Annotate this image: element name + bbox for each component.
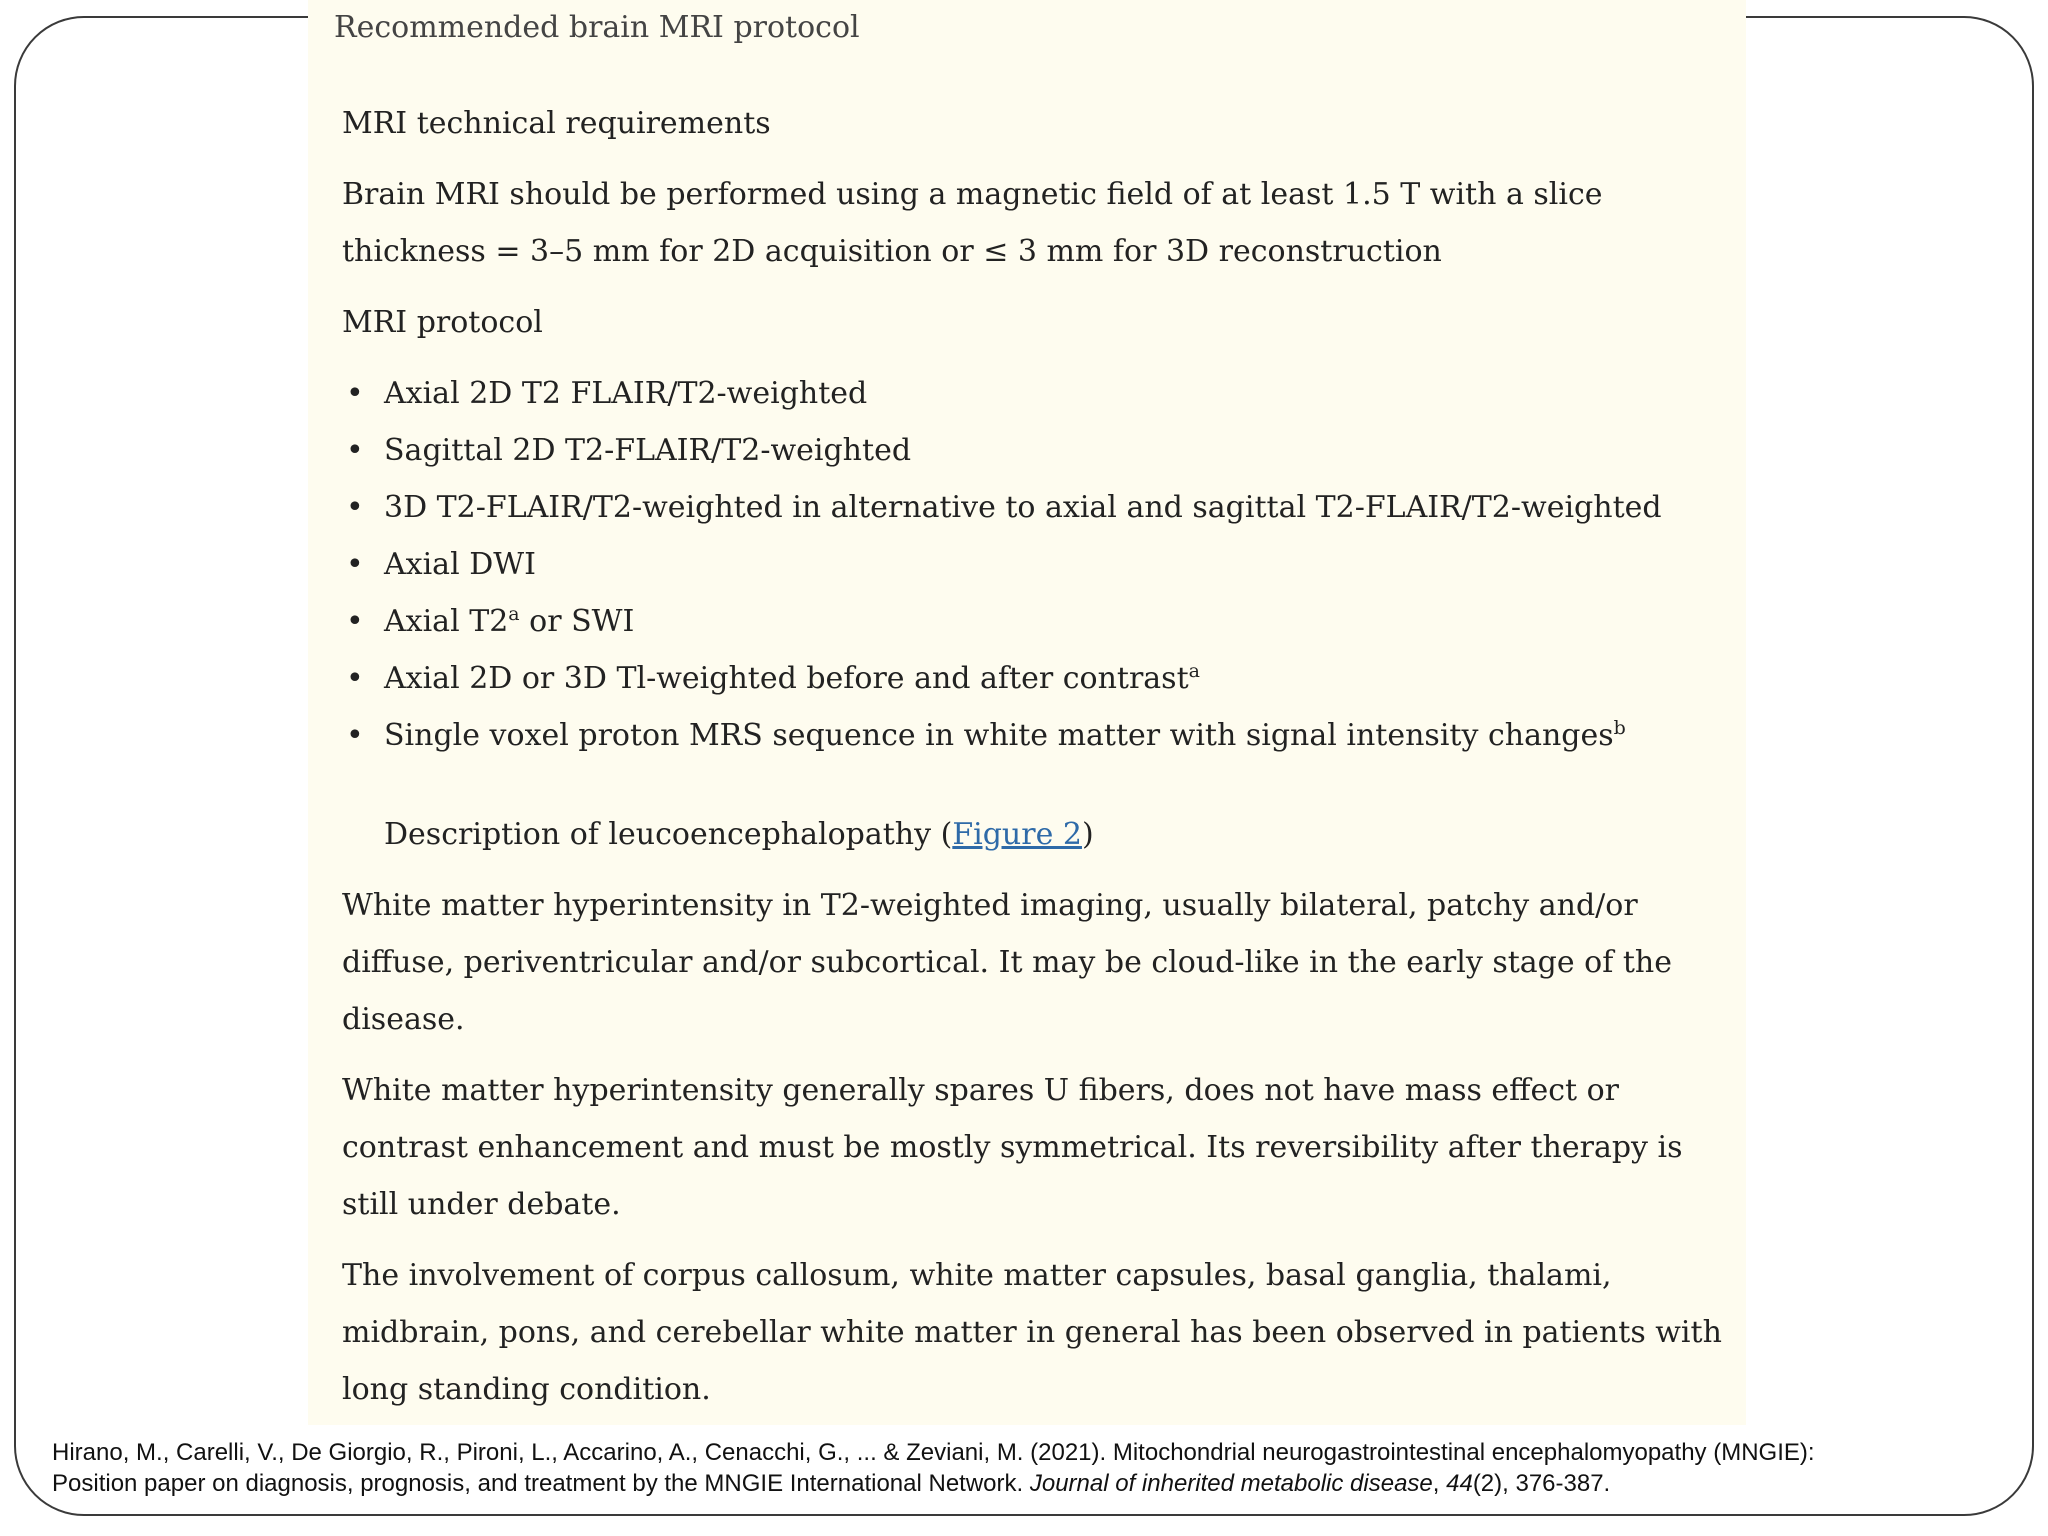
- figure-2-link[interactable]: Figure 2: [952, 817, 1082, 852]
- text-line: diffuse, periventricular and/or subcortical. It may be cloud-like in the early stage of the: [342, 945, 1673, 980]
- list-item-text: 3D T2-FLAIR/T2-weighted in alternative to axial and sagittal T2-FLAIR/T2-weighted: [384, 490, 1662, 525]
- list-item-text: Axial DWI: [384, 547, 536, 582]
- citation-text: Position paper on diagnosis, prognosis, and treatment by the MNGIE International Network.: [52, 1470, 1030, 1497]
- panel-content: [342, 95, 1722, 1432]
- text-line: Brain MRI should be performed using a magnetic field of at least 1.5 T with a slice: [342, 177, 1603, 212]
- leucoencephalopathy-heading: [384, 806, 1722, 863]
- list-item: [342, 707, 1722, 764]
- protocol-list: [342, 365, 1722, 764]
- citation-line: Hirano, M., Carelli, V., De Giorgio, R., Pironi, L., Accarino, A., Cenacchi, G., ... & Zeviani, M. (2021). Mitochondrial neurogastrointestinal encephalomyopathy (MNGIE):: [52, 1439, 1815, 1466]
- mri-protocol-heading: MRI protocol: [342, 305, 543, 340]
- text-line: White matter hyperintensity in T2-weighted imaging, usually bilateral, patchy and/or: [342, 888, 1638, 923]
- list-item: [342, 365, 1722, 422]
- technical-requirements-heading: MRI technical requirements: [342, 106, 771, 141]
- text-line: still under debate.: [342, 1187, 621, 1222]
- citation-line: [52, 1468, 2012, 1499]
- citation-text: ,: [1432, 1470, 1447, 1497]
- text-line: thickness = 3–5 mm for 2D acquisition or ≤ 3 mm for 3D reconstruction: [342, 234, 1442, 269]
- citation: [52, 1437, 2012, 1499]
- text-line: disease.: [342, 1002, 465, 1037]
- text-line: The involvement of corpus callosum, white matter capsules, basal ganglia, thalami,: [342, 1258, 1612, 1293]
- text-line: contrast enhancement and must be mostly symmetrical. Its reversibility after therapy is: [342, 1130, 1683, 1165]
- technical-requirements-text: [342, 166, 1722, 280]
- text-line: White matter hyperintensity generally spares U fibers, does not have mass effect or: [342, 1073, 1620, 1108]
- footnote-marker: a: [1188, 660, 1200, 682]
- citation-text: (2), 376-387.: [1472, 1470, 1611, 1497]
- heading-text: ): [1081, 817, 1094, 852]
- description-paragraph: [342, 1247, 1722, 1418]
- heading-text: Description of leucoencephalopathy (: [384, 817, 953, 852]
- list-item-text: or SWI: [519, 604, 635, 639]
- list-item-text: Axial T2: [384, 604, 509, 639]
- journal-name: Journal of inherited metabolic disease: [1029, 1470, 1433, 1497]
- list-item-text: Axial 2D or 3D Tl-weighted before and after contrast: [384, 661, 1189, 696]
- list-item-text: Single voxel proton MRS sequence in white matter with signal intensity changes: [384, 718, 1614, 753]
- list-item: [342, 479, 1722, 536]
- description-paragraph: [342, 877, 1722, 1048]
- footnote-marker: b: [1613, 717, 1626, 739]
- list-item: [342, 536, 1722, 593]
- footnote-marker: a: [508, 603, 520, 625]
- list-item-text: Axial 2D T2 FLAIR/T2-weighted: [384, 376, 868, 411]
- text-line: midbrain, pons, and cerebellar white matter in general has been observed in patients with: [342, 1315, 1722, 1350]
- protocol-panel: [308, 0, 1746, 1425]
- panel-title: Recommended brain MRI protocol: [328, 10, 866, 45]
- description-paragraph: [342, 1062, 1722, 1233]
- text-line: long standing condition.: [342, 1372, 711, 1407]
- journal-volume: 44: [1446, 1470, 1473, 1497]
- list-item: [342, 593, 1722, 650]
- list-item: [342, 422, 1722, 479]
- list-item-text: Sagittal 2D T2-FLAIR/T2-weighted: [384, 433, 912, 468]
- list-item: [342, 650, 1722, 707]
